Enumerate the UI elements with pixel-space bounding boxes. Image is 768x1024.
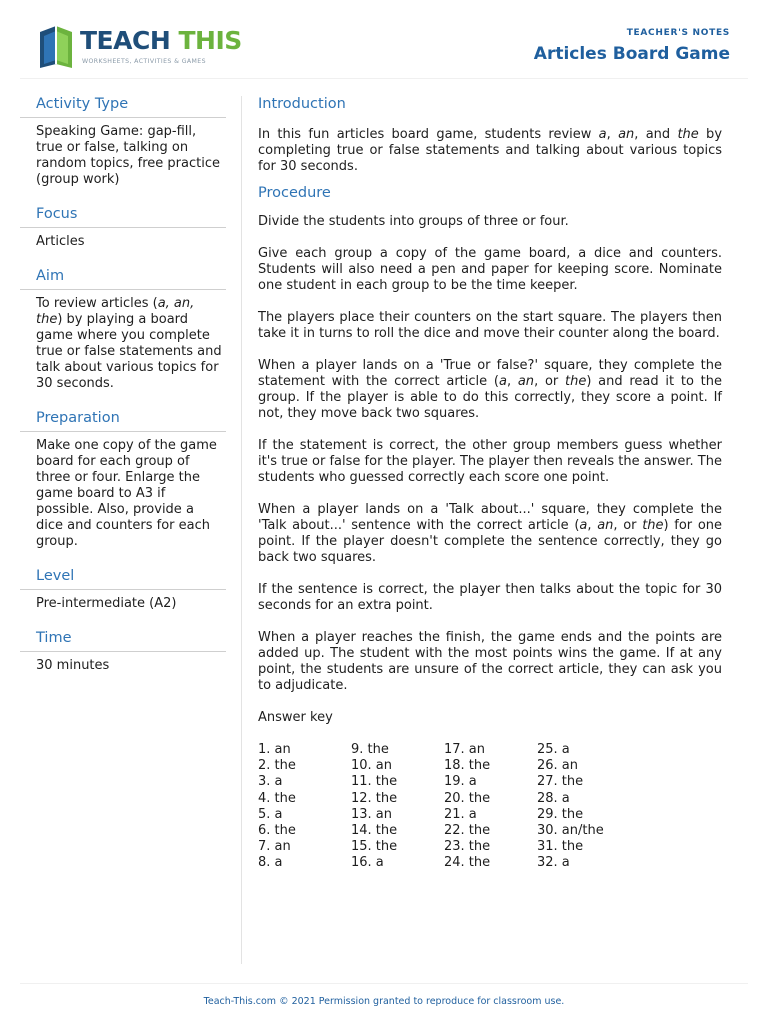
answer-column: [258, 742, 351, 872]
answer-item: 17. an: [444, 742, 486, 757]
answer-key-label: Answer key: [258, 710, 333, 725]
answer-item: 14. the: [351, 823, 398, 839]
answer-item: 22. the: [444, 823, 491, 839]
answer-item: 19. a: [444, 774, 477, 790]
answer-item: 20. the: [444, 790, 491, 806]
procedure-step-2: Give each group a copy of the game board, a dice and counters. Students will also need a pen and paper for keeping score. Nominate one student in each group to be the time keeper.: [258, 246, 722, 293]
copyright-footer: Teach-This.com © 2021 Permission granted to reproduce for classroom use.: [203, 996, 565, 1007]
procedure-step-4: When a player lands on a 'True or false?' square, they complete the statement with the correct article (a, an, or the) and read it to the group. If the player is able to do this correctly, they score a point. If not, they move back two squares.: [258, 358, 723, 421]
activity-type-text: Speaking Game: gap-fill, true or false, talking on random topics, free practice (group work): [36, 124, 220, 187]
preparation-text: Make one copy of the game board for each group of three or four. Enlarge the game board to A3 if possible. Also, provide a dice and counters for each group.: [36, 438, 217, 549]
answer-item: 4. the: [258, 790, 296, 806]
procedure-step-5: If the statement is correct, the other group members guess whether it's true or false for the player. The player then reveals the answer. The students who guessed correctly each score one point.: [258, 438, 722, 485]
answer-item: 30. an/the: [537, 823, 604, 839]
focus-text: Articles: [36, 234, 85, 249]
main-content: [258, 92, 722, 872]
answer-item: 32. a: [537, 855, 570, 871]
answer-item: 26. an: [537, 758, 579, 774]
procedure-step-8: When a player reaches the finish, the game ends and the points are added up. The student with the most points wins the game. If at any point, the students are unsure of the correct article, they can ask you to adjudicate.: [258, 630, 722, 693]
answer-item: 9. the: [351, 742, 389, 757]
answer-item: 31. the: [537, 839, 584, 855]
answer-item: 15. the: [351, 839, 398, 855]
answer-item: 16. a: [351, 855, 384, 871]
answer-item: 7. an: [258, 839, 291, 855]
activity-type-section: [20, 92, 226, 188]
activity-type-heading: Activity Type: [20, 92, 226, 118]
answer-item: 6. the: [258, 823, 296, 839]
answer-item: 24. the: [444, 855, 491, 871]
answer-item: 27. the: [537, 774, 584, 790]
procedure-step-3: The players place their counters on the start square. The players then take it in turns to roll the dice and move their counter along the board.: [258, 310, 722, 341]
focus-section: [20, 202, 226, 250]
answer-item: 12. the: [351, 790, 398, 806]
procedure-heading: Procedure: [258, 185, 331, 201]
procedure-step-6: When a player lands on a 'Talk about...' square, they complete the 'Talk about...' sentence with the correct article (a, an, or the) for one point. If the player doesn't complete the sentence correctly, they go back two squares.: [258, 502, 723, 565]
book-logo-icon: [36, 24, 76, 68]
answer-item: 28. a: [537, 790, 570, 806]
answer-item: 21. a: [444, 806, 477, 822]
logo-wordmark: TEACH THIS: [80, 26, 242, 55]
answer-item: 1. an: [258, 742, 291, 757]
column-divider: [241, 96, 242, 964]
aim-heading: Aim: [20, 264, 226, 290]
introduction-heading: Introduction: [258, 96, 346, 112]
answer-item: 18. the: [444, 758, 491, 774]
header-divider: [20, 78, 748, 79]
answer-item: 29. the: [537, 806, 584, 822]
answer-item: 3. a: [258, 774, 283, 790]
time-section: [20, 626, 226, 674]
answer-item: 8. a: [258, 855, 283, 871]
answer-column: [351, 742, 444, 872]
answer-item: 13. an: [351, 806, 393, 822]
preparation-section: [20, 406, 226, 550]
answer-column: [444, 742, 537, 872]
level-text: Pre-intermediate (A2): [36, 596, 177, 611]
aim-section: [20, 264, 226, 392]
answer-column: [537, 742, 630, 872]
preparation-heading: Preparation: [20, 406, 226, 432]
level-heading: Level: [20, 564, 226, 590]
answer-item: 10. an: [351, 758, 393, 774]
page-title: Articles Board Game: [533, 44, 730, 64]
answer-item: 2. the: [258, 758, 296, 774]
logo-tagline: WORKSHEETS, ACTIVITIES & GAMES: [82, 58, 206, 65]
time-text: 30 minutes: [36, 658, 110, 673]
level-section: [20, 564, 226, 612]
time-heading: Time: [20, 626, 226, 652]
answer-item: 11. the: [351, 774, 398, 790]
answer-item: 25. a: [537, 742, 570, 757]
answer-item: 5. a: [258, 806, 283, 822]
answer-item: 23. the: [444, 839, 491, 855]
answer-key-grid: [258, 742, 722, 872]
teach-this-logo: [36, 24, 242, 70]
procedure-step-7: If the sentence is correct, the player then talks about the topic for 30 seconds for an extra point.: [258, 582, 722, 613]
sidebar: [20, 92, 226, 688]
footer-divider: [20, 983, 748, 984]
procedure-step-1: Divide the students into groups of three or four.: [258, 214, 569, 229]
teachers-notes-label: TEACHER'S NOTES: [626, 28, 730, 38]
introduction-paragraph: In this fun articles board game, students review a, an, and the by completing true or false statements and talking about various topics for 30 seconds.: [258, 127, 723, 174]
focus-heading: Focus: [20, 202, 226, 228]
aim-text: To review articles (a, an, the) by playing a board game where you complete true or false statements and talk about various topics for 30 seconds.: [36, 296, 222, 391]
